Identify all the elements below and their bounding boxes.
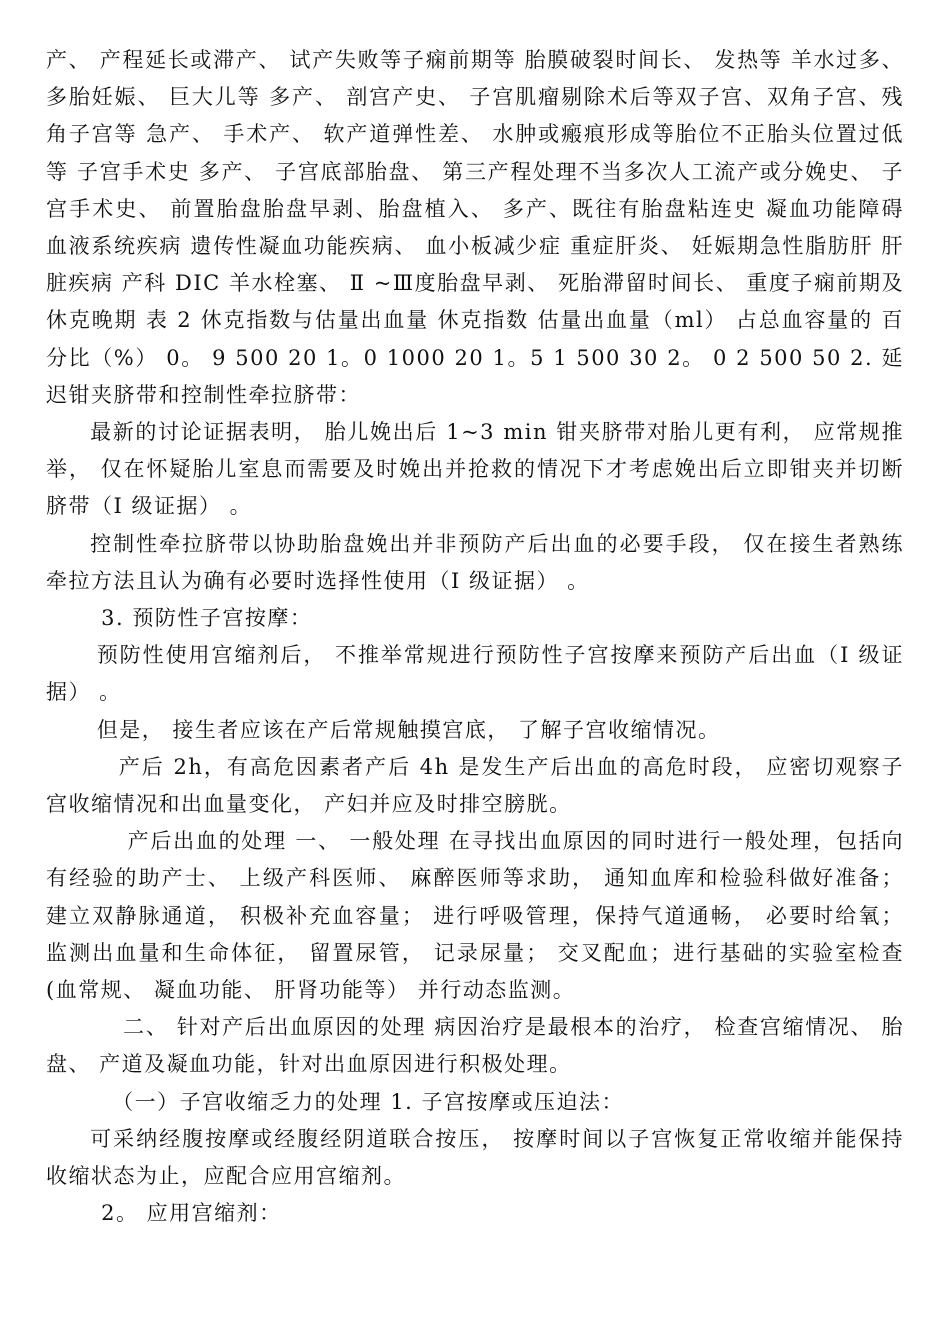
heading-uterine-atony: （一）子宫收缩乏力的处理 1. 子宫按摩或压迫法： <box>112 1089 625 1114</box>
paragraph-risk-factors: 产、 产程延长或滞产、 试产失败等子痫前期等 胎膜破裂时间长、 发热等 羊水过多、 多胎妊娠、 巨大儿等 多产、 剖宫产史、 子宫肌瘤剔除术后等双子宫、双角子宫、残角子宫等 急产、 手术产、 软产道弹性差、 水肿或瘢痕形成等胎位不正胎头位置过低等 子宫手术史 多产、 子宫底部胎盘、 第三产程处理不当多次人工流产或分娩史、 子宫手术史、 前置胎盘胎盘早剥、胎盘植入、 多产、既往有胎盘粘连史 凝血功能障碍 血液系统疾病 遗传性凝血功能疾病、 血小板减少症 重症肝炎、 妊娠期急性脂肪肝 肝脏疾病 产科 DIC 羊水栓塞、 Ⅱ ~Ⅲ度胎盘早剥、 死胎滞留时间长、 重度子痫前期及休克晚期 表 2 休克指数与估量出血量 休克指数 估量出血量（ml） 占总血容量的 百分比（%） 0。 9 500 20 1。0 1000 20 1。5 1 500 30 2。 0 2 500 50 2. 延迟钳夹脐带和控制性牵拉脐带： <box>46 48 904 407</box>
paragraph-massage-method: 可采纳经腹按摩或经腹经阴道联合按压， 按摩时间以子宫恢复正常收缩并能保持收缩状态为止，应配合应用宫缩剂。 <box>46 1126 904 1189</box>
heading-uterotonics: 2。 应用宫缩剂： <box>101 1201 282 1226</box>
paragraph-cord-clamping: 最新的讨论证据表明， 胎儿娩出后 1~3 min 钳夹脐带对胎儿更有利， 应常规推举， 仅在怀疑胎儿室息而需要及时娩出并抢救的情况下才考虑娩出后立即钳夹并切断脐带（I 级证据） 。 <box>46 420 904 519</box>
document-body <box>46 42 904 1233</box>
paragraph-general-management: 产后出血的处理 一、 一般处理 在寻找出血原因的同时进行一般处理，包括向有经验的助产士、 上级产科医师、 麻醉医师等求助， 通知血库和检验科做好准备； 建立双静脉通道， 积极补充血容量； 进行呼吸管理，保持气道通畅， 必要时给氧； 监测出血量和生命体征， 留置尿管， 记录尿量； 交叉配血；进行基础的实验室检查(血常规、 凝血功能、 肝肾功能等） 并行动态监测。 <box>46 829 904 1003</box>
heading-uterine-massage: 3. 预防性子宫按摩： <box>101 606 313 631</box>
paragraph-cause-treatment: 二、 针对产后出血原因的处理 病因治疗是最根本的治疗， 检查宫缩情况、 胎盘、 产道及凝血功能，针对出血原因进行积极处理。 <box>46 1015 904 1077</box>
paragraph-massage-recommendation: 预防性使用宫缩剂后， 不推举常规进行预防性子宫按摩来预防产后出血（I 级证据） 。 <box>46 643 904 705</box>
paragraph-fundus-check: 但是， 接生者应该在产后常规触摸宫底， 了解子宫收缩情况。 <box>96 717 721 742</box>
paragraph-controlled-traction: 控制性牵拉脐带以协助胎盘娩出并非预防产后出血的必要手段， 仅在接生者熟练牵拉方法且认为确有必要时选择性使用（I 级证据） 。 <box>46 531 904 593</box>
paragraph-high-risk-period: 产后 2h，有高危因素者产后 4h 是发生产后出血的高危时段， 应密切观察子宫收缩情况和出血量变化， 产妇并应及时排空膀胱。 <box>46 754 904 817</box>
